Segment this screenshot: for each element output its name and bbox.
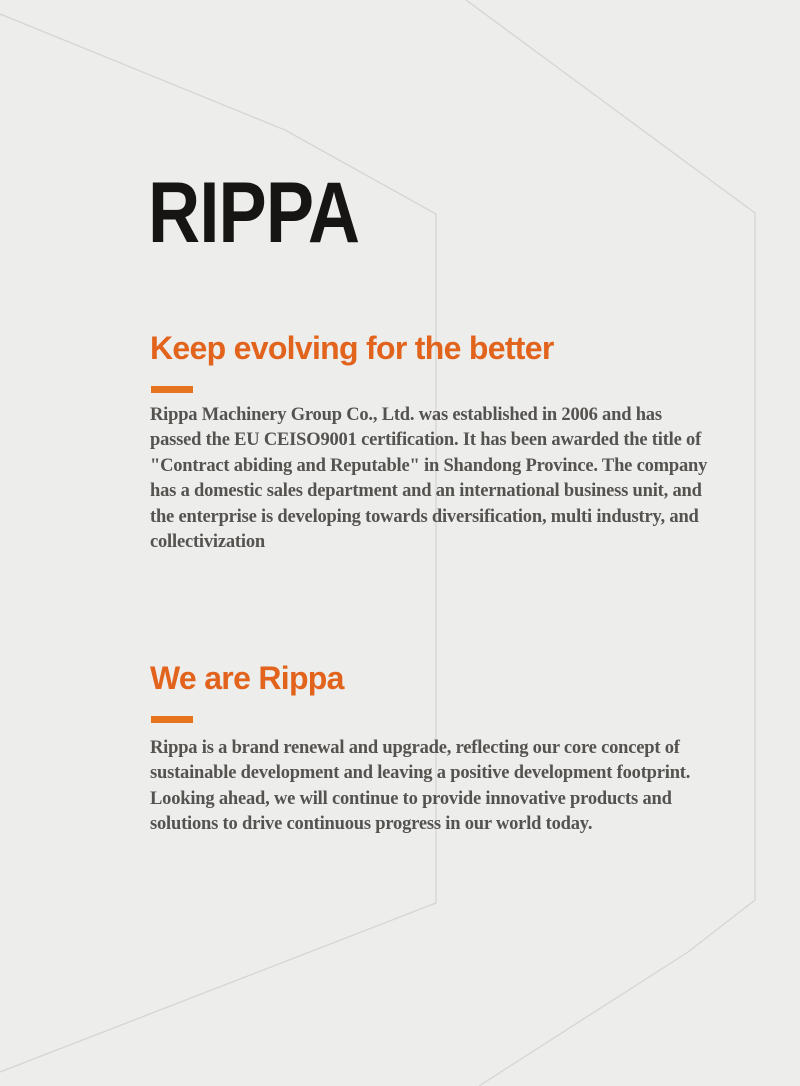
- paragraph-line: passed the EU CEISO9001 certification. It has been awarded the title of: [150, 430, 702, 451]
- paragraph-line: solutions to drive continuous progress in our world today.: [150, 814, 593, 835]
- paragraph-line: Looking ahead, we will continue to provide innovative products and: [150, 788, 672, 809]
- paragraph-line: "Contract abiding and Reputable" in Shandong Province. The company: [150, 455, 708, 476]
- paragraph-line: Rippa is a brand renewal and upgrade, reflecting our core concept of: [150, 738, 680, 758]
- heading-underline: [151, 386, 193, 393]
- paragraph-line: Rippa Machinery Group Co., Ltd. was established in 2006 and has: [150, 405, 662, 425]
- paragraph-line: collectivization: [150, 532, 265, 553]
- section-heading-keep-evolving: Keep evolving for the better: [150, 330, 554, 366]
- company-intro-paragraph: [150, 403, 707, 555]
- heading-underline: [151, 716, 193, 723]
- paragraph-line: the enterprise is developing towards diversification, multi industry, and: [150, 506, 699, 527]
- paragraph-line: has a domestic sales department and an international business unit, and: [150, 481, 702, 502]
- section-heading-we-are-rippa: We are Rippa: [150, 660, 344, 696]
- paragraph-line: sustainable development and leaving a positive development footprint.: [150, 763, 691, 784]
- brand-renewal-paragraph: [150, 736, 690, 838]
- logo-text: RIPPA: [148, 165, 360, 261]
